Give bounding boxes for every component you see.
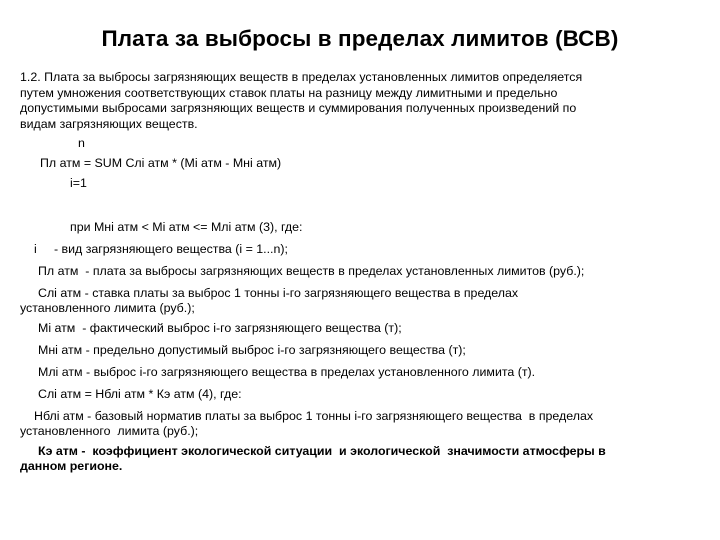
formula-sum-upper: n <box>78 136 85 150</box>
slide-body <box>20 70 708 475</box>
definition-continuation: установленного лимита (руб.); <box>20 301 195 315</box>
definition-item: Млi атм - выброс i-го загрязняющего вещества в пределах установленного лимита (т). <box>38 365 536 379</box>
definition-item: Слi атм - ставка платы за выброс 1 тонны i-го загрязняющего вещества в пределах <box>38 286 519 300</box>
definition-item: Пл атм - плата за выбросы загрязняющих веществ в пределах установленных лимитов (руб.); <box>38 264 585 278</box>
formula-sum-lower: i=1 <box>70 176 87 190</box>
definition-item: Мi атм - фактический выброс i-го загрязняющего вещества (т); <box>38 321 402 335</box>
intro-line: 1.2. Плата за выбросы загрязняющих веществ в пределах установленных лимитов определяется <box>20 70 583 84</box>
spacer <box>20 194 708 216</box>
intro-line: допустимыми выбросами загрязняющих веществ и суммирования полученных произведений по <box>20 101 577 115</box>
formula-line: Слi атм = Нблi атм * Кэ атм (4), где: <box>38 387 242 401</box>
intro-line: путем умножения соответствующих ставок платы на разницу между лимитными и предельно <box>20 85 558 100</box>
formula-block <box>20 132 708 194</box>
definitions-list <box>20 216 708 475</box>
definition-continuation-bold: данном регионе. <box>20 459 123 473</box>
intro-paragraph <box>20 70 708 132</box>
intro-line: видам загрязняющих веществ. <box>20 116 198 131</box>
formula-main: Пл атм = SUM Слi атм * (Мi атм - Мнi атм) <box>40 156 282 170</box>
definition-item: Нблi атм - базовый норматив платы за выброс 1 тонны i-го загрязняющего вещества в пределах <box>34 409 594 423</box>
slide-title: Плата за выбросы в пределах лимитов (ВСВ) <box>101 26 619 51</box>
definition-item: Мнi атм - предельно допустимый выброс i-го загрязняющего вещества (т); <box>38 343 466 357</box>
definition-item: i - вид загрязняющего вещества (i = 1...n); <box>34 242 288 256</box>
condition-line: при Мнi атм < Мi атм <= Млi атм (3), где: <box>70 220 303 234</box>
definition-continuation: установленного лимита (руб.); <box>20 424 199 438</box>
definition-item-bold: Кэ атм - коэффициент экологической ситуации и экологической значимости атмосферы в <box>38 444 606 458</box>
